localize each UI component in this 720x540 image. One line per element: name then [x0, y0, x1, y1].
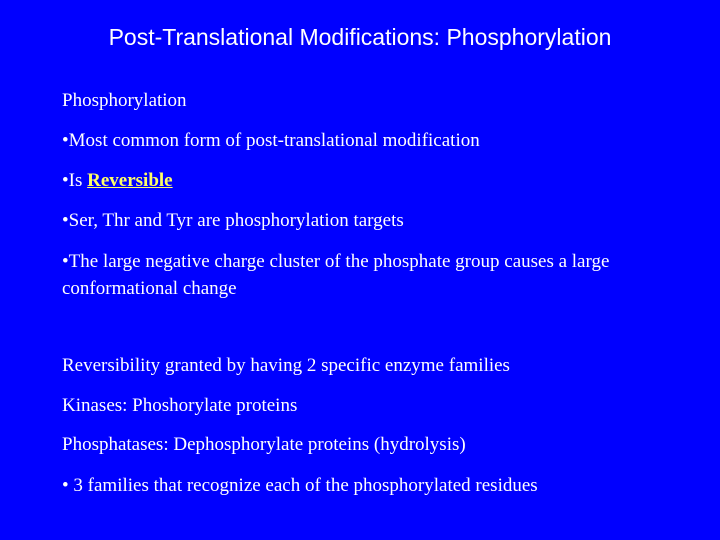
phosphatases-text: Phosphatases: Dephosphorylate proteins (hydrolysis)	[62, 434, 466, 455]
reversibility-text: Reversibility granted by having 2 specific enzyme families	[62, 355, 510, 376]
bullet-negative-charge: •The large negative charge cluster of the phosphate group causes a large conformational change	[62, 251, 610, 299]
bullet-most-common: •Most common form of post-translational modification	[62, 130, 480, 151]
bullet-reversible-prefix: •Is	[62, 170, 88, 191]
bullet-three-families: • 3 families that recognize each of the phosphorylated residues	[62, 475, 538, 496]
reversible-emphasis: Reversible	[87, 170, 173, 191]
bullet-targets: •Ser, Thr and Tyr are phosphorylation targets	[62, 210, 404, 231]
kinases-text: Kinases: Phoshorylate proteins	[62, 395, 298, 416]
section-heading: Phosphorylation	[62, 90, 187, 111]
bullet-reversible	[62, 170, 173, 192]
slide-title: Post-Translational Modifications: Phosphorylation	[108, 24, 612, 50]
